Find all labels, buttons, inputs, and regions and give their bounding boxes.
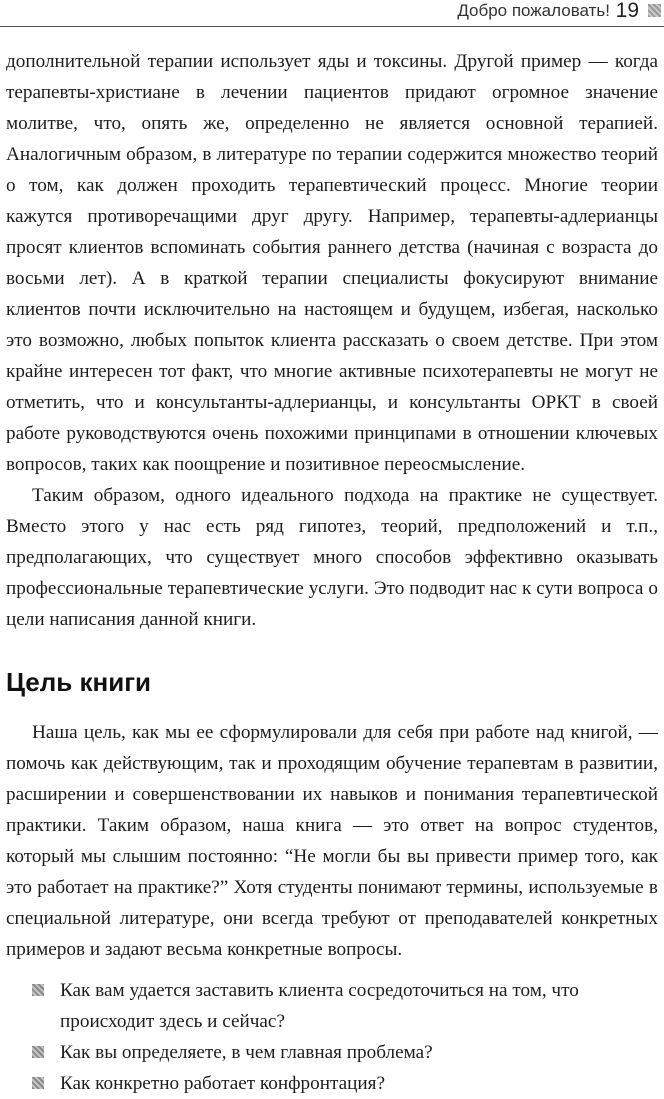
question-list xyxy=(6,975,658,1099)
running-head xyxy=(0,0,664,27)
square-bullet-icon xyxy=(32,984,44,996)
square-bullet-icon xyxy=(32,1046,44,1058)
list-item xyxy=(6,1037,658,1068)
page-number: 19 xyxy=(615,0,639,22)
running-head-title: Добро пожаловать! xyxy=(457,1,610,20)
list-item xyxy=(6,1068,658,1099)
list-item-text: Как вам удается заставить клиента сосредоточиться на том, что происходит здесь и сейчас? xyxy=(60,980,579,1032)
list-item xyxy=(6,975,658,1037)
square-bullet-icon xyxy=(32,1077,44,1089)
body-paragraph: Наша цель, как мы ее сформулировали для себя при работе над книгой, — помочь как действующим, так и проходящим обучение терапевтам в развитии, расширении и совершенствовании их навыков и понимания терапевтической практики. Таким образом, наша книга — это ответ на вопрос студентов, который мы слышим постоянно: “Не могли бы вы привести пример того, как это работает на практике?” Хотя студенты понимают термины, используемые в специальной литературе, они всегда требуют от преподавателей конкретных примеров и задают весьма конкретные вопросы. xyxy=(6,722,658,960)
body-paragraph: дополнительной терапии использует яды и токсины. Другой пример — когда терапевты-христиане в лечении пациентов придают огромное значение молитве, что, опять же, определенно не является основной терапией. Аналогичным образом, в литературе по терапии содержится множество теорий о том, как должен проходить терапевтический процесс. Многие теории кажутся противоречащими друг другу. Например, терапевты-адлерианцы просят клиентов вспоминать события раннего детства (начиная с возраста до восьми лет). А в краткой терапии специалисты фокусируют внимание клиентов почти исключительно на настоящем и будущем, избегая, насколько это возможно, любых попыток клиента рассказать о своем детстве. При этом крайне интересен тот факт, что многие активные психотерапевты не могут не отметить, что и консультанты-адлерианцы, и консультанты ОРКТ в своей работе руководствуются очень похожими принципами в отношении ключевых вопросов, таких как поощрение и позитивное переосмысление. xyxy=(6,51,658,475)
list-item-text: Как вы определяете, в чем главная проблема? xyxy=(60,1042,433,1063)
body-paragraph: Таким образом, одного идеального подхода на практике не существует. Вместо этого у нас есть ряд гипотез, теорий, предположений и т.п., предполагающих, что существует много способов эффективно оказывать профессиональные терапевтические услуги. Это подводит нас к сути вопроса о цели написания данной книги. xyxy=(6,485,658,630)
list-item-text: Как конкретно работает конфронтация? xyxy=(60,1073,386,1094)
section-heading: Цель книги xyxy=(6,667,152,697)
page-marker-square xyxy=(648,4,661,17)
page-body xyxy=(6,46,658,1099)
